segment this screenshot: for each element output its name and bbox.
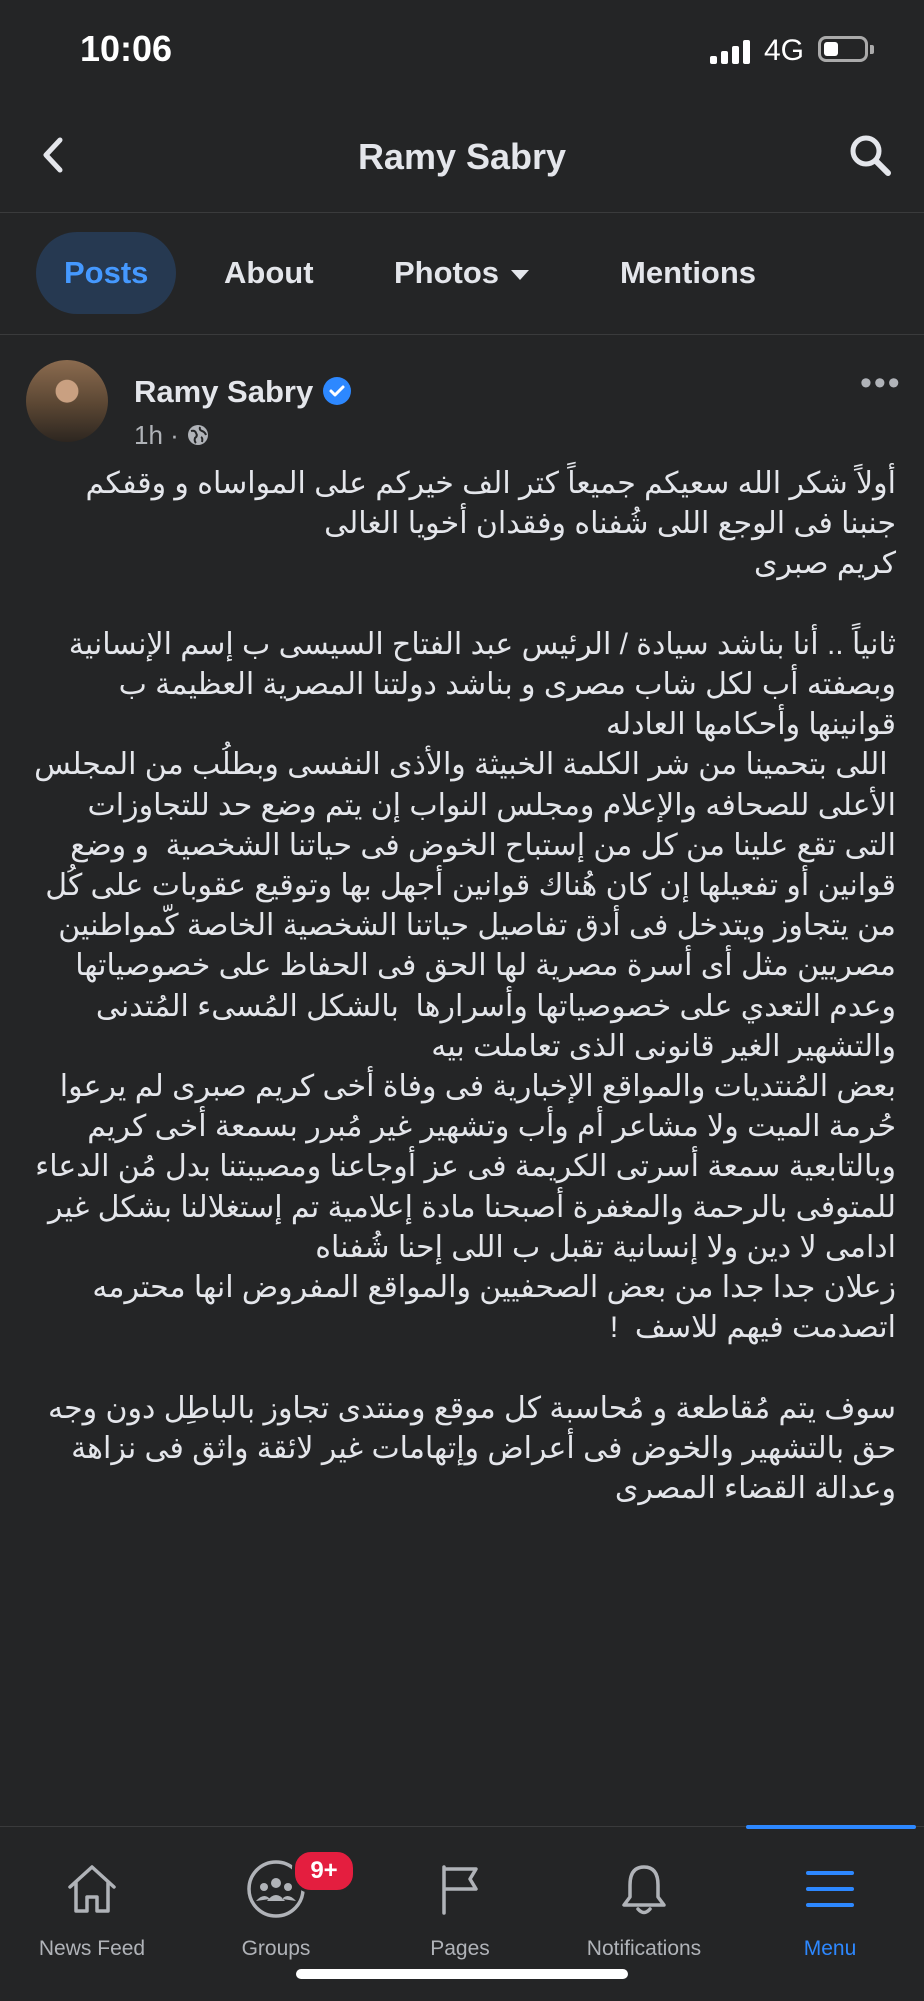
search-button[interactable] <box>845 130 895 180</box>
caret-down-icon <box>511 270 529 280</box>
signal-icon <box>710 40 752 64</box>
post-paragraph <box>28 585 896 625</box>
post-paragraph: ثانياً .. أنا بناشد سيادة / الرئيس عبد الفتاح السيسى ب إسم الإنسانية وبصفته أب لكل شاب مصرى و بناشد دولتنا المصرية العظيمة ب قوانينها وأحكامها العادله اللى بتحمينا من شر الكلمة الخبيثة والأذى النفسى وبطلُب من المجلس الأعلى للصحافه والإعلام ومجلس النواب إن يتم وضع حد للتجاوزات التى تقع علينا من كل من إستباح الخوض فى حياتنا الشخصية و وضع قوانين أو تفعيلها إن كان هُناك قوانين أجهل بها وتوقيع عقوبات على كُل من يتجاوز ويتدخل فى أدق تفاصيل حياتنا الشخصية الخاصة كّمواطنين مصريين مثل أى أسرة مصرية لها الحق فى الحفاظ على خصوصياتها وعدم التعدي على خصوصياتها وأسرارها بالشكل المُسىء المُتدنى والتشهير الغير قانونى الذى تعاملت بيه بعض المُنتديات والمواقع الإخبارية فى وفاة أخى كريم صبرى لم يرعوا حُرمة الميت ولا مشاعر أم وأب وتشهير غير مُبرر بسمعة أخى كريم وبالتابعية سمعة أسرتى الكريمة فى عز أوجاعنا ومصيبتنا بدل مُن الدعاء للمتوفى بالرحمة والمغفرة أصبحنا مادة إعلامية تم إستغلالنا بشكل غير ادامى لا دين ولا إنسانية تقبل ب اللى إحنا شُفناه زعلان جدا جدا من بعض الصحفيين والمواقع المفروض انها محترمه اتصدمت فيهم للاسف ! <box>34 627 896 1345</box>
post-text <box>28 464 896 1509</box>
globe-icon <box>186 423 210 447</box>
home-icon <box>62 1859 122 1919</box>
flag-icon <box>430 1859 490 1919</box>
bell-icon <box>614 1859 674 1919</box>
post-time[interactable]: 1h <box>134 420 163 450</box>
active-tab-indicator <box>746 1825 916 1829</box>
post-paragraph <box>28 1348 896 1388</box>
nav-pages[interactable] <box>368 1847 552 1960</box>
battery-icon <box>818 36 868 62</box>
tab-mentions[interactable] <box>592 232 784 314</box>
page-header <box>0 100 924 213</box>
post-paragraph: أولاً شكر الله سعيكم جميعاً كتر الف خيركم على المواساه و وقفكم جنبنا فى الوجع اللى شُفناه وفقدان أخويا الغالى كريم صبرى <box>85 467 896 581</box>
post-paragraph: سوف يتم مُقاطعة و مُحاسبة كل موقع ومنتدى تجاوز بالباطِل دون وجه حق بالتشهير والخوض فى أعراض وإتهامات غير لائقة واثق فى نزاهة وعدالة القضاء المصرى <box>39 1391 896 1506</box>
menu-icon <box>800 1859 860 1919</box>
post-meta <box>134 420 210 451</box>
nav-groups[interactable] <box>184 1847 368 1960</box>
avatar[interactable] <box>26 360 108 442</box>
nav-news-feed[interactable] <box>0 1847 184 1960</box>
home-indicator[interactable] <box>296 1969 628 1979</box>
search-icon <box>845 130 895 180</box>
nav-label: Notifications <box>586 1937 702 1960</box>
nav-label: Menu <box>803 1937 857 1960</box>
post-author-name: Ramy Sabry <box>134 374 314 409</box>
tab-about-label: About <box>224 255 314 290</box>
nav-menu[interactable] <box>738 1847 922 1960</box>
more-options-button[interactable]: ••• <box>860 364 902 402</box>
groups-badge: 9+ <box>292 1849 356 1893</box>
post-header <box>0 350 924 460</box>
status-bar <box>0 0 924 100</box>
meta-separator: · <box>170 420 179 450</box>
network-type: 4G <box>764 34 805 67</box>
status-time: 10:06 <box>80 28 173 69</box>
tab-posts[interactable] <box>36 232 176 314</box>
nav-label: News Feed <box>38 1937 146 1960</box>
page-title: Ramy Sabry <box>357 136 567 177</box>
nav-label: Groups <box>241 1937 311 1960</box>
profile-tabs <box>0 212 924 335</box>
tab-photos[interactable] <box>366 232 557 314</box>
tab-photos-label: Photos <box>394 255 500 290</box>
nav-label: Pages <box>430 1937 490 1960</box>
post-author[interactable] <box>134 374 351 410</box>
nav-notifications[interactable] <box>552 1847 736 1960</box>
tab-mentions-label: Mentions <box>620 255 757 290</box>
tab-posts-label: Posts <box>64 255 149 290</box>
tab-about[interactable] <box>196 232 342 314</box>
verified-badge-icon <box>323 377 351 405</box>
